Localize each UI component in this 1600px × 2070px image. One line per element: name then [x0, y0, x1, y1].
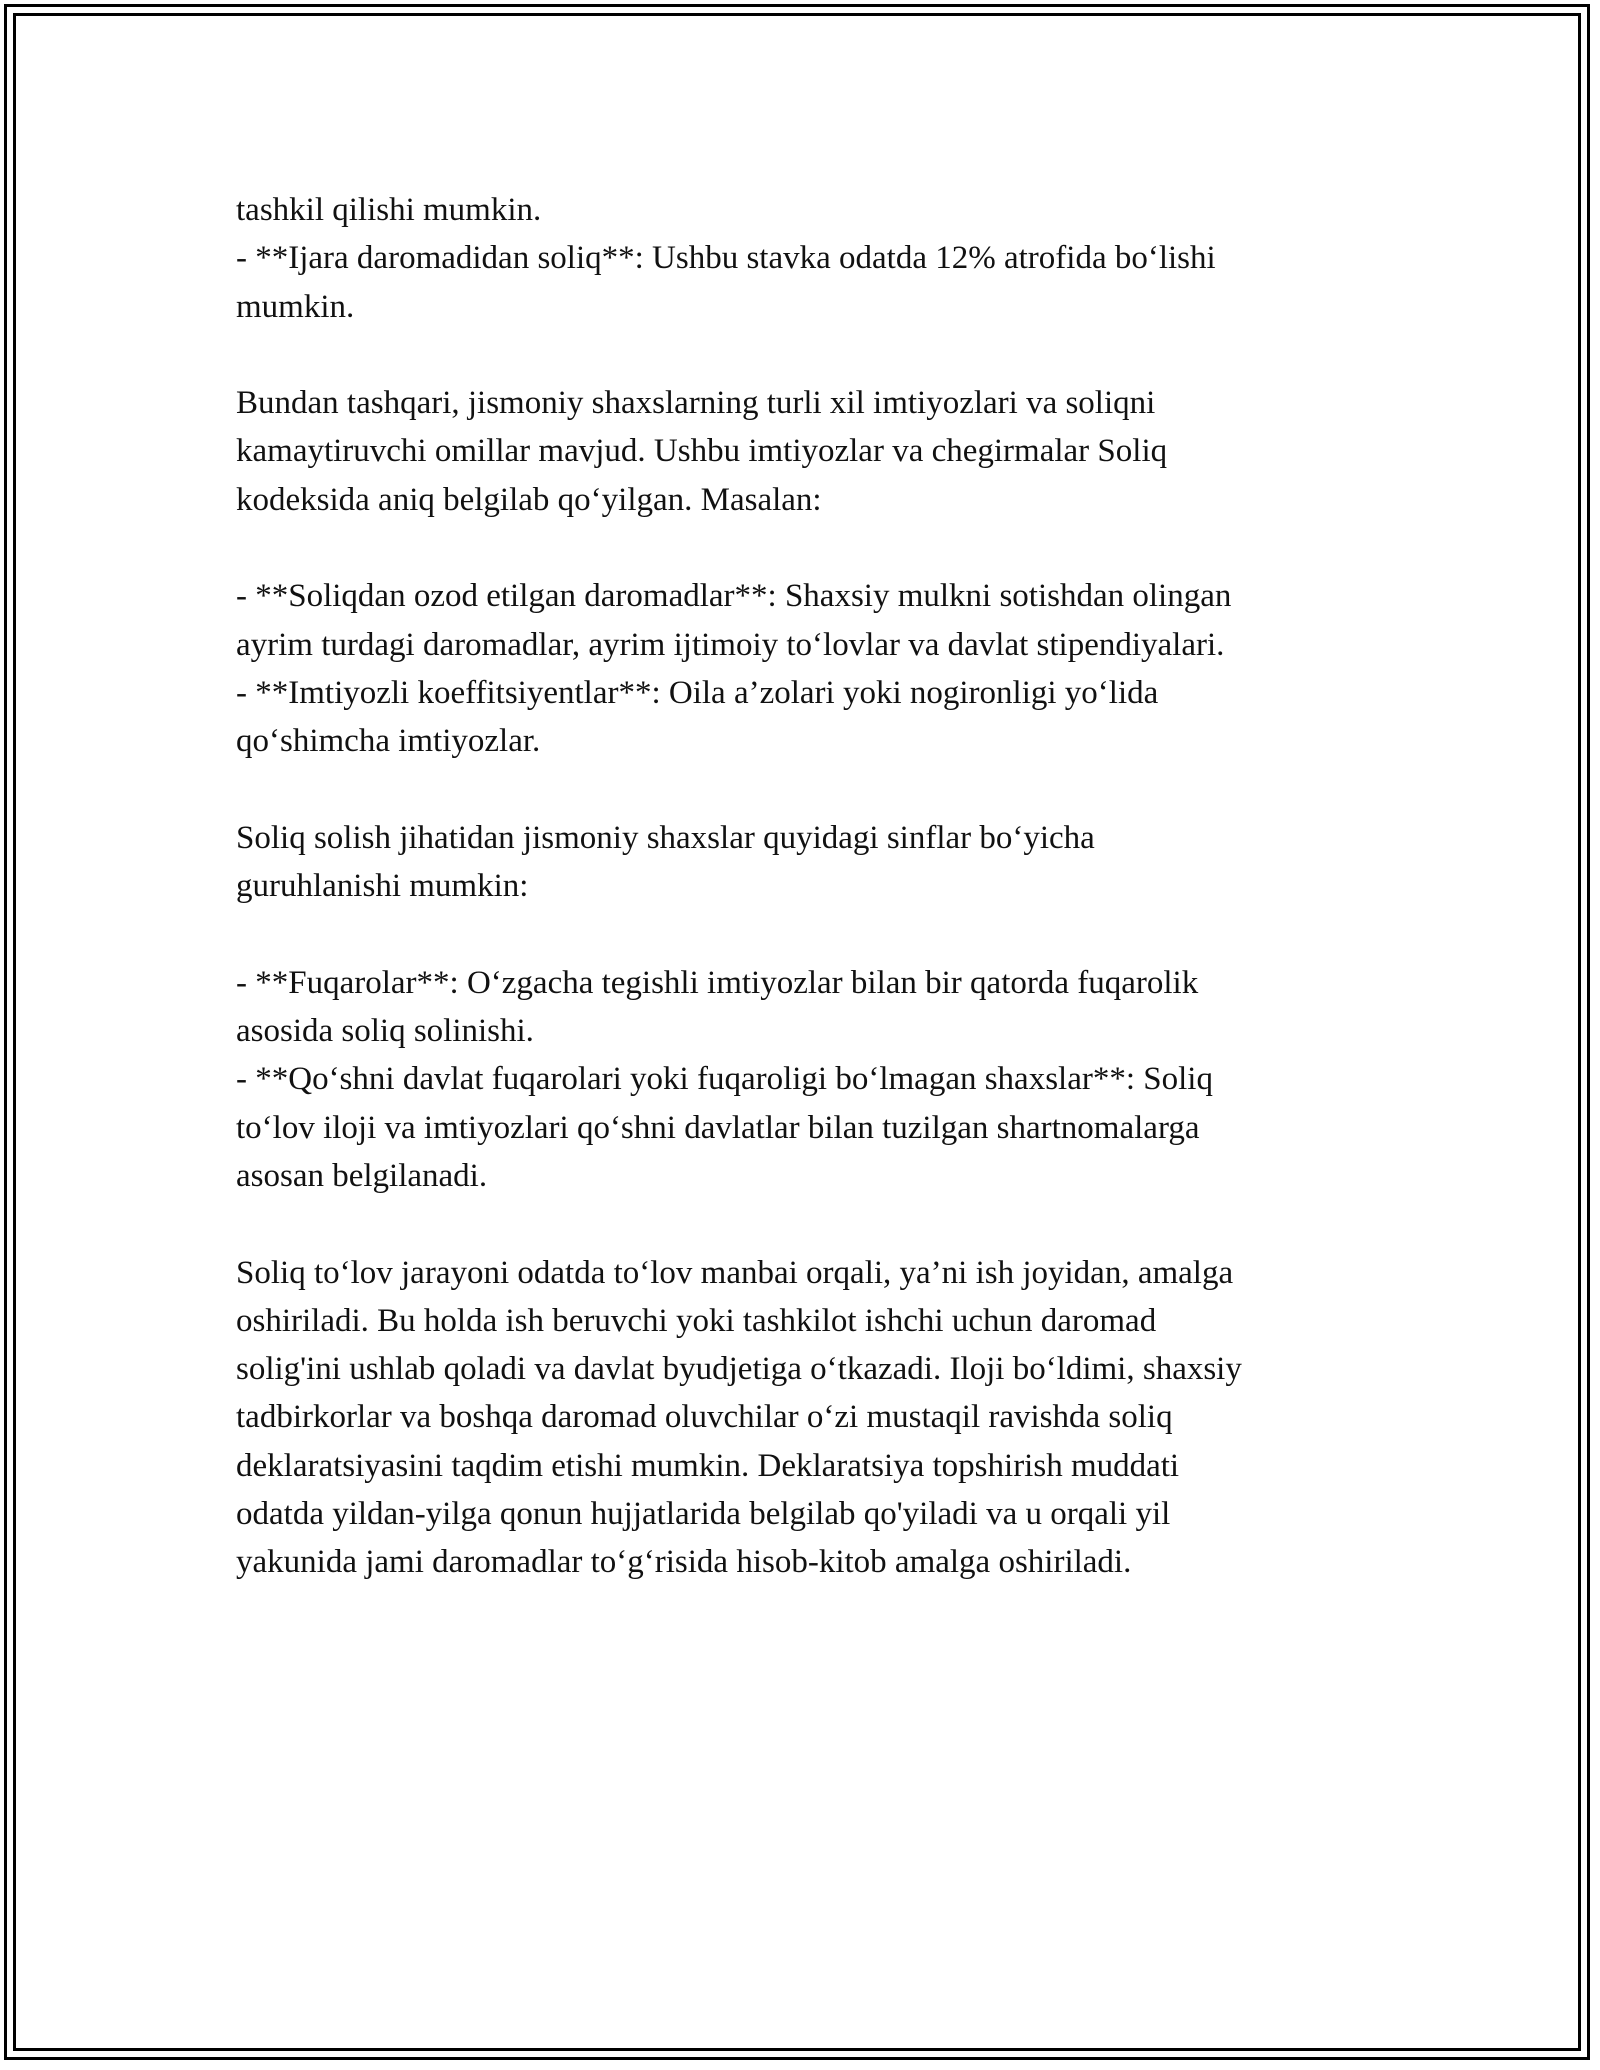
text-line: odatda yildan-yilga qonun hujjatlarida belgilab qo'yiladi va u orqali yil — [236, 1496, 1171, 1533]
text-line: tashkil qilishi mumkin. — [236, 192, 542, 228]
text-line: kodeksida aniq belgilab qo‘yilgan. Masalan: — [236, 481, 822, 518]
text-line: - **Fuqarolar**: O‘zgacha tegishli imtiyozlar bilan bir qatorda fuqarolik — [236, 964, 1199, 1001]
text-line: guruhlanishi mumkin: — [236, 868, 529, 905]
text-line: solig'ini ushlab qoladi va davlat byudjetiga o‘tkazadi. Iloji bo‘ldimi, shaxsiy — [236, 1351, 1242, 1388]
text-line: asosida soliq solinishi. — [236, 1013, 534, 1050]
text-line: to‘lov iloji va imtiyozlari qo‘shni davlatlar bilan tuzilgan shartnomalarga — [236, 1109, 1200, 1146]
paragraph-gap — [236, 766, 1366, 814]
text-line: deklaratsiyasini taqdim etishi mumkin. Deklaratsiya topshirish muddati — [236, 1447, 1180, 1484]
text-line: asosan belgilanadi. — [236, 1157, 488, 1194]
paragraph-gap — [236, 1200, 1366, 1248]
paragraph-gap — [236, 910, 1366, 958]
paragraph-gap — [236, 331, 1366, 379]
text-line: tadbirkorlar va boshqa daromad oluvchilar o‘zi mustaqil ravishda soliq — [236, 1399, 1173, 1436]
text-line: - **Imtiyozli koeffitsiyentlar**: Oila a’zolari yoki nogironligi yo‘lida — [236, 674, 1159, 711]
text-line: Soliq solish jihatidan jismoniy shaxslar quyidagi sinflar bo‘yicha — [236, 819, 1095, 856]
text-line: - **Ijara daromadidan soliq**: Ushbu stavka odatda 12% atrofida bo‘lishi — [236, 240, 1216, 277]
text-line: yakunida jami daromadlar to‘g‘risida hisob-kitob amalga oshiriladi. — [236, 1544, 1132, 1581]
text-line: kamaytiruvchi omillar mavjud. Ushbu imtiyozlar va chegirmalar Soliq — [236, 433, 1168, 470]
text-line: oshiriladi. Bu holda ish beruvchi yoki tashkilot ishchi uchun daromad — [236, 1302, 1157, 1339]
text-line: mumkin. — [236, 288, 355, 325]
text-line: qo‘shimcha imtiyozlar. — [236, 723, 541, 760]
text-line: - **Soliqdan ozod etilgan daromadlar**: Shaxsiy mulkni sotishdan olingan — [236, 578, 1232, 615]
text-line: - **Qo‘shni davlat fuqarolari yoki fuqaroligi bo‘lmagan shaxslar**: Soliq — [236, 1061, 1213, 1098]
paragraph-gap — [236, 524, 1366, 572]
text-line: Soliq to‘lov jarayoni odatda to‘lov manbai orqali, ya’ni ish joyidan, amalga — [236, 1254, 1234, 1291]
text-line: Bundan tashqari, jismoniy shaxslarning turli xil imtiyozlari va soliqni — [236, 385, 1156, 422]
text-line: ayrim turdagi daromadlar, ayrim ijtimoiy to‘lovlar va davlat stipendiyalari. — [236, 626, 1225, 663]
document-body — [236, 186, 1366, 1587]
